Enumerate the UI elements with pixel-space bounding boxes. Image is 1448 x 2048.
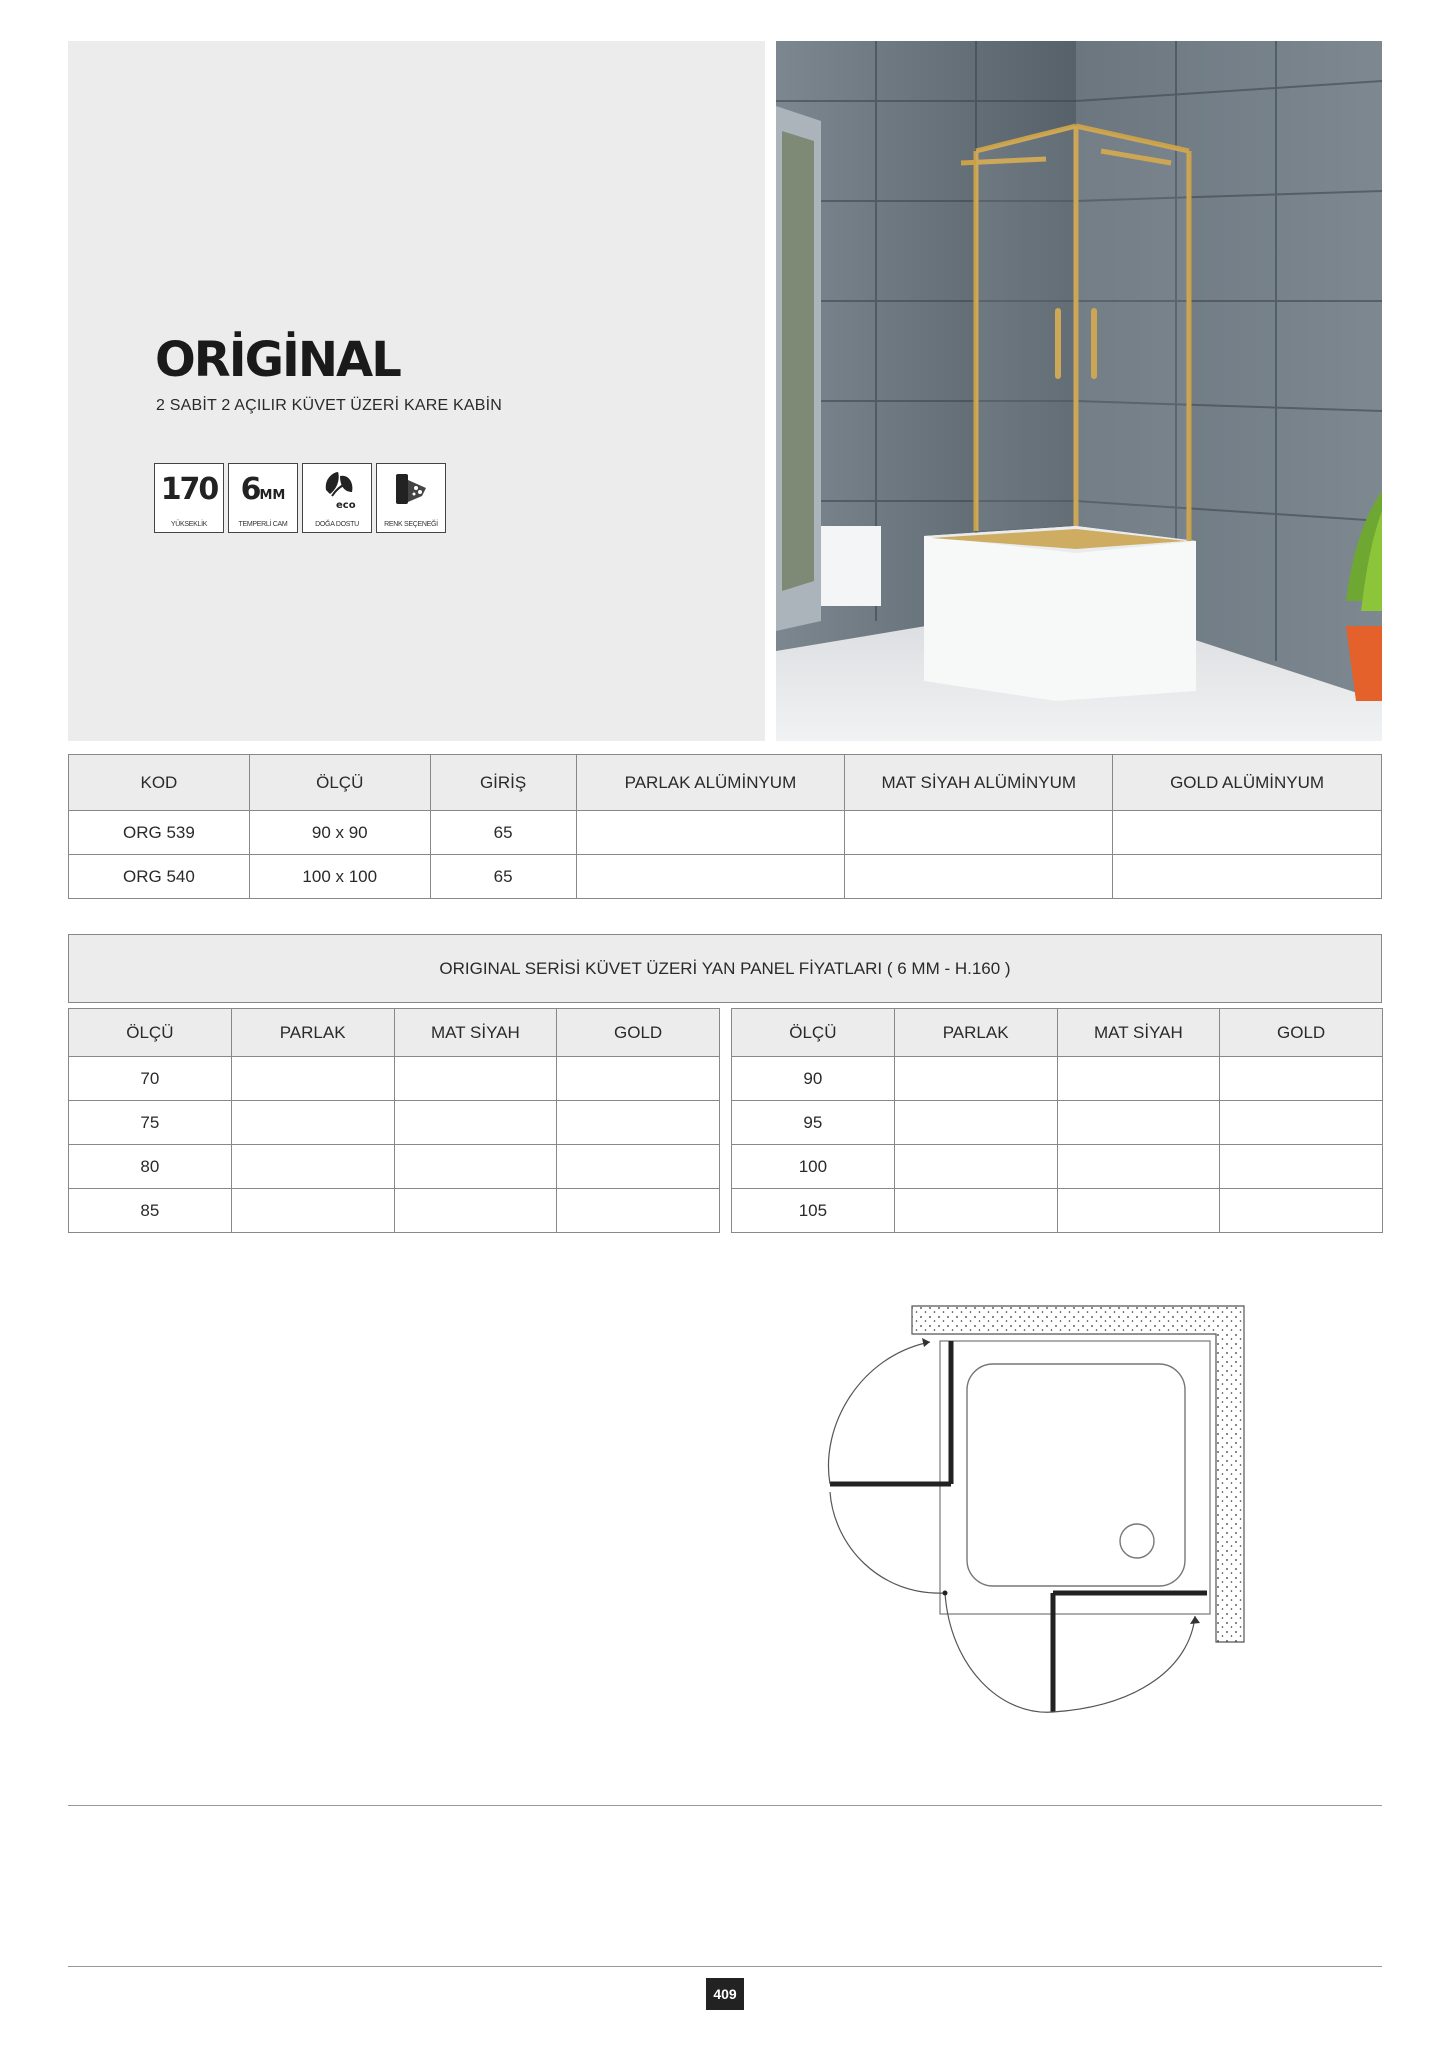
hero-info-panel xyxy=(68,41,765,741)
col-olcu: ÖLÇÜ xyxy=(249,755,430,811)
glass-value xyxy=(229,472,297,507)
product-photo xyxy=(776,41,1382,741)
height-value: 170 xyxy=(160,472,218,507)
feature-badges xyxy=(154,463,446,533)
col-gold: GOLD ALÜMİNYUM xyxy=(1113,755,1382,811)
color-swatch-icon xyxy=(392,470,432,512)
cell: 100 xyxy=(732,1145,895,1189)
price-table-header xyxy=(69,755,1382,811)
cell xyxy=(1220,1057,1383,1101)
cell xyxy=(894,1057,1057,1101)
height-badge xyxy=(154,463,224,533)
product-title: ORİGİNAL xyxy=(155,332,400,388)
col-olcu: ÖLÇÜ xyxy=(732,1009,895,1057)
cell xyxy=(576,811,845,855)
cell xyxy=(1113,855,1382,899)
arrow-head-icon xyxy=(1190,1616,1200,1624)
table-row xyxy=(69,1189,720,1233)
arrow-head-icon xyxy=(922,1338,930,1347)
cell xyxy=(894,1101,1057,1145)
cell xyxy=(1057,1101,1220,1145)
cell xyxy=(557,1101,720,1145)
glass-number: 6 xyxy=(240,472,260,507)
col-mat-siyah: MAT SİYAH ALÜMİNYUM xyxy=(845,755,1113,811)
hinge-dot xyxy=(943,1591,948,1596)
color-option-caption: RENK SEÇENEĞİ xyxy=(384,521,438,528)
door-swing-arc-left xyxy=(828,1342,930,1484)
cell: 90 x 90 xyxy=(249,811,430,855)
table-row xyxy=(69,1145,720,1189)
cell xyxy=(231,1189,394,1233)
cell xyxy=(1057,1145,1220,1189)
table-row xyxy=(732,1145,1383,1189)
eco-leaf-icon xyxy=(318,470,358,512)
cell xyxy=(1057,1057,1220,1101)
cell xyxy=(231,1057,394,1101)
page-number: 409 xyxy=(706,1978,744,2010)
side-panel-header xyxy=(69,1009,720,1057)
drain-icon xyxy=(1120,1524,1154,1558)
color-option-badge xyxy=(376,463,446,533)
col-gold: GOLD xyxy=(1220,1009,1383,1057)
product-subtitle: 2 SABİT 2 AÇILIR KÜVET ÜZERİ KARE KABİN xyxy=(156,397,502,414)
table-row xyxy=(732,1057,1383,1101)
eco-badge xyxy=(302,463,372,533)
cell: 105 xyxy=(732,1189,895,1233)
col-giris: GİRİŞ xyxy=(430,755,576,811)
eco-caption: DOĞA DOSTU xyxy=(315,521,359,528)
cell: 85 xyxy=(69,1189,232,1233)
col-parlak: PARLAK xyxy=(231,1009,394,1057)
cell: 65 xyxy=(430,855,576,899)
cell xyxy=(576,855,845,899)
side-panel-title: ORIGINAL SERİSİ KÜVET ÜZERİ YAN PANEL FİYATLARI ( 6 MM - H.160 ) xyxy=(68,934,1382,1003)
glass-caption: TEMPERLİ CAM xyxy=(238,521,288,528)
col-parlak: PARLAK ALÜMİNYUM xyxy=(576,755,845,811)
door-swing-arc-bottom xyxy=(945,1593,1053,1712)
height-caption: YÜKSEKLİK xyxy=(170,521,208,528)
cell: 65 xyxy=(430,811,576,855)
cell xyxy=(394,1057,557,1101)
eco-text: eco xyxy=(336,500,356,511)
door-swing-arc-right xyxy=(1053,1616,1195,1712)
cell xyxy=(557,1057,720,1101)
cell xyxy=(845,811,1113,855)
cell xyxy=(1220,1145,1383,1189)
cell: ORG 540 xyxy=(69,855,250,899)
tub-outline xyxy=(940,1341,1210,1614)
door-swing-arc-left-lower xyxy=(830,1492,945,1593)
cell: 90 xyxy=(732,1057,895,1101)
tray-basin xyxy=(967,1364,1185,1586)
table-row xyxy=(69,1057,720,1101)
cell: 95 xyxy=(732,1101,895,1145)
col-parlak: PARLAK xyxy=(894,1009,1057,1057)
cell xyxy=(1057,1189,1220,1233)
cell xyxy=(894,1145,1057,1189)
cell xyxy=(894,1189,1057,1233)
table-row xyxy=(732,1189,1383,1233)
cell xyxy=(1113,811,1382,855)
cell: 80 xyxy=(69,1145,232,1189)
glass-unit: MM xyxy=(259,488,286,503)
cell xyxy=(231,1145,394,1189)
side-panel-header xyxy=(732,1009,1383,1057)
cell: ORG 539 xyxy=(69,811,250,855)
glass-thickness-badge xyxy=(228,463,298,533)
table-row xyxy=(69,1101,720,1145)
table-row xyxy=(69,855,1382,899)
shower-cabin-illustration xyxy=(776,41,1382,741)
cell: 75 xyxy=(69,1101,232,1145)
cell xyxy=(845,855,1113,899)
cell xyxy=(1220,1189,1383,1233)
cell xyxy=(1220,1101,1383,1145)
divider xyxy=(68,1805,1382,1806)
col-mat-siyah: MAT SİYAH xyxy=(394,1009,557,1057)
cell xyxy=(557,1189,720,1233)
col-mat-siyah: MAT SİYAH xyxy=(1057,1009,1220,1057)
cell xyxy=(394,1101,557,1145)
col-kod: KOD xyxy=(69,755,250,811)
cell: 100 x 100 xyxy=(249,855,430,899)
cell xyxy=(231,1101,394,1145)
divider xyxy=(68,1966,1382,1967)
table-row xyxy=(69,811,1382,855)
cell xyxy=(557,1145,720,1189)
cell xyxy=(394,1145,557,1189)
price-table xyxy=(68,754,1382,899)
cell xyxy=(394,1189,557,1233)
cabin-plan-diagram xyxy=(820,1296,1250,1756)
table-row xyxy=(732,1101,1383,1145)
side-panel-table-right xyxy=(731,1008,1383,1233)
col-gold: GOLD xyxy=(557,1009,720,1057)
col-olcu: ÖLÇÜ xyxy=(69,1009,232,1057)
side-panel-table-left xyxy=(68,1008,720,1233)
cell: 70 xyxy=(69,1057,232,1101)
